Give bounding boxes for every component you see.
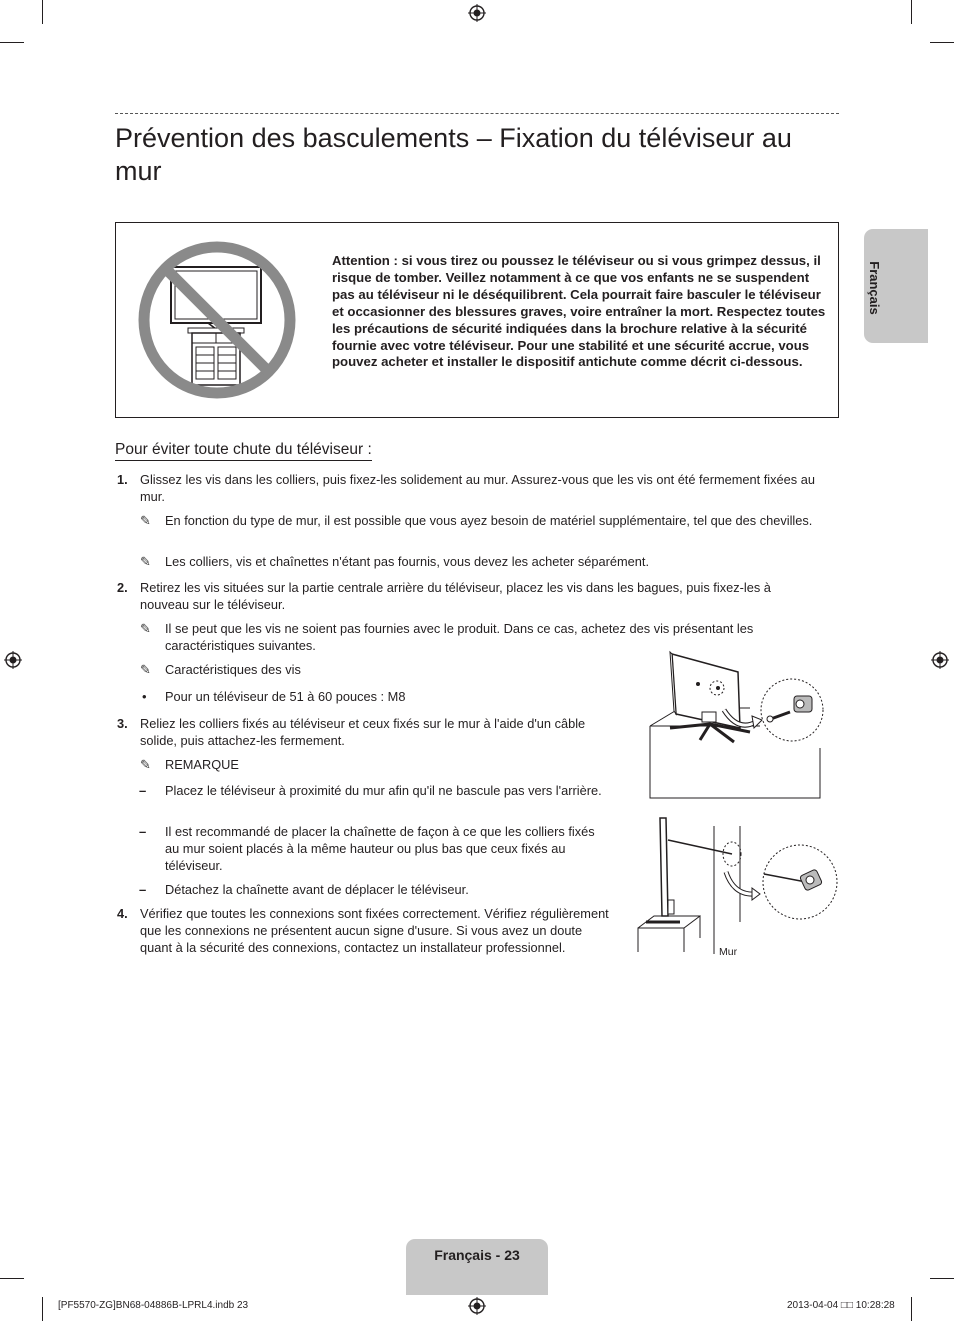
dash-icon: – <box>139 882 147 897</box>
language-side-tab-label: Français <box>867 261 882 315</box>
tv-bracket-illustration <box>620 648 834 800</box>
note-pencil-icon: ✎ <box>140 554 151 569</box>
page-number-label: Français - 23 <box>434 1247 520 1263</box>
section-heading: Pour éviter toute chute du téléviseur : <box>115 441 372 461</box>
note-pencil-icon: ✎ <box>140 513 151 528</box>
crop-mark <box>911 0 912 24</box>
crop-mark <box>911 1297 912 1321</box>
warning-text: Attention : si vous tirez ou poussez le téléviseur ou si vous grimpez dessus, il risque de tomber. Veillez notamment à ce que vos enfants ne se suspendent pas au téléviseur ni le déséquilibrent. Cela pourrait faire basculer le téléviseur et occasionner des blessures graves, voire entraîner la mort. Respectez toutes les précautions de sécurité indiquées dans la brochure relative à la sécurité fournie avec votre téléviseur. Pour une stabilité et une sécurité accrue, vous pouvez acheter et installer le dispositif antichute comme décrit ci-dessous. <box>332 253 826 370</box>
remark-label: REMARQUE <box>165 757 239 772</box>
crop-mark <box>930 1278 954 1279</box>
crop-mark <box>42 1297 43 1321</box>
title-divider <box>115 113 839 114</box>
step-number: 4. <box>117 906 128 921</box>
registration-mark-icon <box>468 4 486 22</box>
tv-chain-wall-illustration <box>634 812 840 954</box>
registration-mark-icon <box>468 1297 486 1315</box>
step-note: En fonction du type de mur, il est possible que vous ayez besoin de matériel supplémentaire, tel que des chevilles. <box>165 513 813 528</box>
no-tv-on-stand-icon <box>136 239 298 401</box>
step-text: Reliez les colliers fixés au téléviseur et ceux fixés sur le mur à l'aide d'un câble solide, puis attachez-les fermement. <box>140 716 586 748</box>
remark-item: Détachez la chaînette avant de déplacer le téléviseur. <box>165 882 469 897</box>
note-pencil-icon: ✎ <box>140 662 151 677</box>
wall-label: Mur <box>719 946 738 958</box>
step-number: 3. <box>117 716 128 731</box>
screw-spec: Pour un téléviseur de 51 à 60 pouces : M8 <box>165 689 406 704</box>
step-number: 1. <box>117 472 128 487</box>
bullet-icon: • <box>142 689 147 704</box>
step-note: Les colliers, vis et chaînettes n'étant pas fournis, vous devez les acheter séparément. <box>165 554 650 569</box>
registration-mark-icon <box>4 651 22 669</box>
dash-icon: – <box>139 824 147 839</box>
step-text: Retirez les vis situées sur la partie centrale arrière du téléviseur, placez les vis dans les bagues, puis fixez-les à nouveau sur le téléviseur. <box>140 580 771 612</box>
dash-icon: – <box>139 783 147 798</box>
note-pencil-icon: ✎ <box>140 621 151 636</box>
crop-mark <box>0 1278 24 1279</box>
registration-mark-icon <box>931 651 949 669</box>
file-slug: [PF5570-ZG]BN68-04886B-LPRL4.indb 23 <box>58 1300 249 1311</box>
step-number: 2. <box>117 580 128 595</box>
page-title: Prévention des basculements – Fixation du téléviseur au mur <box>115 123 792 186</box>
crop-mark <box>42 0 43 24</box>
print-timestamp: 2013-04-04 □□ 10:28:28 <box>787 1300 895 1311</box>
crop-mark <box>930 42 954 43</box>
step-text: Glissez les vis dans les colliers, puis fixez-les solidement au mur. Assurez-vous que les vis ont été fermement fixées au mur. <box>140 472 815 504</box>
language-side-tab <box>864 229 928 343</box>
step-note: Caractéristiques des vis <box>165 662 301 677</box>
step-note: Il se peut que les vis ne soient pas fournies avec le produit. Dans ce cas, achetez des vis présentant les caractéristiques suivantes. <box>165 621 754 653</box>
remark-item: Il est recommandé de placer la chaînette de façon à ce que les colliers fixés au mur soient placés à la même hauteur ou plus bas que ceux fixés au téléviseur. <box>165 824 595 873</box>
remark-item: Placez le téléviseur à proximité du mur afin qu'il ne bascule pas vers l'arrière. <box>165 783 602 798</box>
page-number-tab <box>406 1239 548 1295</box>
crop-mark <box>0 42 24 43</box>
note-pencil-icon: ✎ <box>140 757 151 772</box>
step-text: Vérifiez que toutes les connexions sont fixées correctement. Vérifiez régulièrement que les connexions ne présentent aucun signe d'usure. Si vous avez un doute quant à la sécurité des connexions, contactez un installateur professionnel. <box>140 906 609 955</box>
